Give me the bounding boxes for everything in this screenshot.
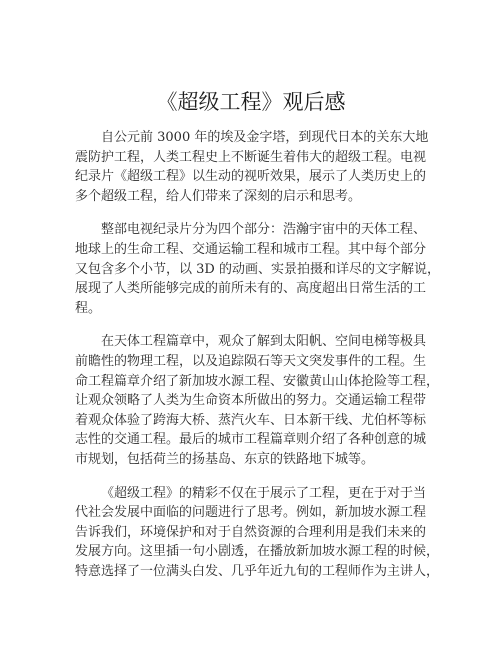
paragraph-line: 程。	[75, 300, 102, 316]
paragraph-line: 展现了人类所能够完成的前所未有的、高度超出日常生活的工	[75, 281, 427, 297]
document-body	[75, 128, 440, 595]
document-title: 《超级工程》观后感	[156, 90, 346, 114]
paragraph-line: 特意选择了一位满头白发、几乎年近九旬的工程师作为主讲人，	[75, 563, 440, 579]
paragraph-line: 自公元前 3000 年的埃及金字塔，到现代日本的关东大地	[101, 130, 429, 145]
paragraph-line: 在天体工程篇章中，观众了解到太阳帆、空间电梯等极具	[101, 334, 427, 350]
paragraph-line: 志性的交通工程。最后的城市工程篇章则介绍了各种创意的城	[75, 432, 427, 448]
paragraph-line: 纪录片《超级工程》以生动的视听效果，展示了人类历史上的	[75, 169, 427, 185]
paragraph-line: 《超级工程》的精彩不仅在于展示了工程，更在于对于当	[101, 485, 427, 501]
paragraph-line: 让观众领略了人类为生命资本所做出的努力。交通运输工程带	[75, 393, 427, 409]
paragraph-line: 震防护工程，人类工程史上不断诞生着伟大的超级工程。电视	[75, 149, 427, 165]
paragraph-line: 多个超级工程，给人们带来了深刻的启示和思考。	[75, 188, 362, 204]
paragraph-line: 地球上的生命工程、交通运输工程和城市工程。其中每个部分	[75, 241, 427, 257]
paragraph-line: 整部电视纪录片分为四个部分：浩瀚宇宙中的天体工程、	[101, 222, 427, 238]
paragraph-line: 命工程篇章介绍了新加坡水源工程、安徽黄山山体抢险等工程，	[75, 373, 440, 389]
paragraph-line: 前瞻性的物理工程，以及追踪陨石等天文突发事件的工程。生	[75, 353, 427, 369]
paragraph-line: 代社会发展中面临的问题进行了思考。例如，新加坡水源工程	[75, 505, 427, 521]
paragraph-line: 着观众体验了跨海大桥、蒸汽火车、日本新干线、尤伯杯等标	[75, 412, 427, 428]
paragraph-line: 发展方向。这里插一句小剧透，在播放新加坡水源工程的时候，	[75, 544, 440, 560]
paragraph-line: 告诉我们，环境保护和对于自然资源的合理利用是我们未来的	[75, 524, 427, 540]
paragraph-2	[75, 220, 440, 318]
paragraph-1	[75, 128, 435, 206]
paragraph-line: 市规划，包括荷兰的扬基岛、东京的铁路地下城等。	[75, 451, 375, 467]
paragraph-line: 又包含多个小节，以 3D 的动画、实景拍摄和详尽的文字解说，	[75, 261, 440, 277]
paragraph-3	[75, 332, 440, 469]
paragraph-4	[75, 484, 440, 582]
